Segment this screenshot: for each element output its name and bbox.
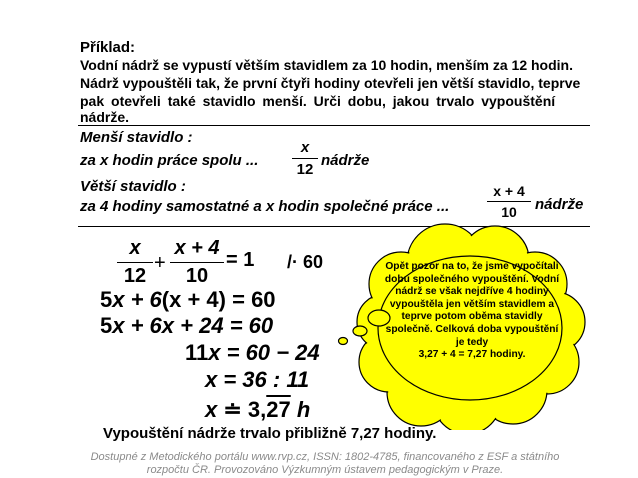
step1-term: x + 6 [112,287,162,312]
equation-f2-denominator: 10 [185,265,209,288]
example-text-line2: Nádrž vypouštěli tak, že první čtyři hodiny otevřeli jen větší stavidlo, teprve [80,75,581,91]
equation-step-1 [100,287,276,313]
callout-text [383,261,561,362]
step5-approx: ≐ 3, [217,397,267,422]
equation-rhs: = 1 [226,249,255,271]
smaller-gate-work-text: za x hodin práce spolu ... [80,152,259,169]
footer-line2: rozpočtu ČR. Provozováno Výzkumným ústavem pedagogickým v Praze. [146,464,504,476]
step1-coefficient: 5 [100,287,113,312]
step3-coefficient: 11 [185,340,209,365]
smaller-gate-label: Menší stavidlo : [80,129,193,146]
step5-repeating-digits: 27 [266,397,291,422]
smaller-gate-fraction [292,139,318,178]
equation-step-2 [100,313,273,339]
equation-multiplier: /· 60 [287,252,324,272]
larger-gate-fraction-denominator: 10 [501,204,517,221]
cloud-tail-bubble-small [339,338,348,345]
example-heading: Příklad: [80,39,136,56]
larger-gate-label: Větší stavidlo : [80,178,186,195]
example-text-line1: Vodní nádrž se vypustí větším stavidlem za 10 hodin, menším za 12 hodin. [80,57,573,73]
step2-rest: x + 24 = 60 [161,313,274,338]
step2-term: x + 6 [112,313,162,338]
conclusion-text: Vypouštění nádrže trvalo přibližně 7,27 hodiny. [103,425,437,442]
step2-coefficient: 5 [100,313,113,338]
equation-f1-numerator: x [129,237,141,259]
larger-gate-fraction [487,183,531,220]
step5-unit: h [290,397,311,422]
step3-rest: x = 60 − 24 [208,340,320,365]
larger-gate-work-text: za 4 hodiny samostatné a x hodin společné práce ... [80,198,450,215]
equation-plus-sign: + [154,252,166,274]
smaller-gate-fraction-denominator: 12 [296,161,314,179]
callout-result: 3,27 + 4 = 7,27 hodiny. [418,349,526,361]
equation-f1-denominator: 12 [123,265,147,288]
cloud-tail-bubble-medium [353,326,367,336]
footer-line1: Dostupné z Metodického portálu www.rvp.cz, ISSN: 1802-4785, financovaného z ESF a státního [90,451,560,463]
equation-f2-numerator: x + 4 [174,237,220,259]
example-text-line3: pak otevřeli také stavidlo menší. Urči dobu, jakou trvalo vypouštění [80,93,556,109]
step1-rest: (x + 4) = 60 [161,287,276,312]
step4-text: x = 36 : 11 [205,367,310,392]
fraction-bar [292,158,318,159]
fraction-bar [170,262,224,263]
equation-fraction-x-plus-4-over-10 [170,237,224,288]
callout-body: Opět pozor na to, že jsme vypočítali dobu společného vypouštění. Vodní nádrž se však nejdříve 4 hodiny vypouštěla jen větším stavidlem a teprve potom oběma stavidly společně. Celková doba vypouštění je tedy [384,261,560,348]
smaller-gate-unit: nádrže [321,152,370,169]
fraction-bar [117,262,153,263]
fraction-bar [487,201,531,202]
equation-fraction-x-over-12 [117,237,153,288]
larger-gate-unit: nádrže [535,196,584,213]
larger-gate-fraction-numerator: x + 4 [493,183,525,199]
step5-variable: x [205,397,218,422]
smaller-gate-fraction-numerator: x [300,139,310,156]
example-text-line4: nádrže. [80,109,130,125]
divider-top [78,125,590,126]
